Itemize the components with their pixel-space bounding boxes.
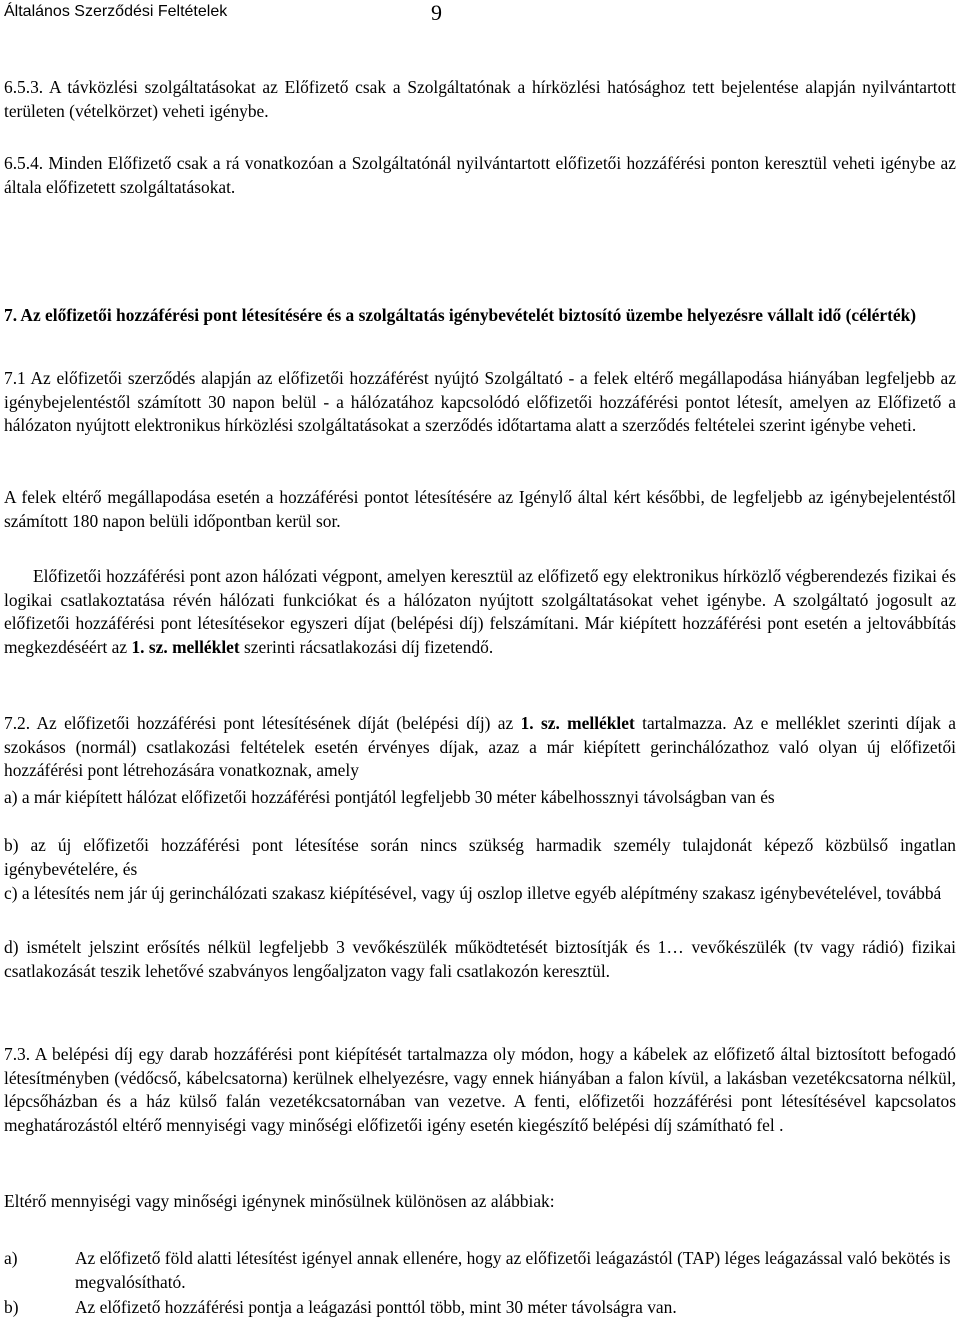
list-item-a: a) a már kiépített hálózat előfizetői hozzáférési pontjától legfeljebb 30 méter kábelhossznyi távolságban van és — [4, 787, 775, 807]
paragraph-7-3-list-intro: Eltérő mennyiségi vagy minőségi igénynek minősülnek különösen az alábbiak: — [4, 1191, 555, 1211]
list-label: a) — [4, 1248, 18, 1268]
list-item-b: b) az új előfizetői hozzáférési pont létesítése során nincs szükség harmadik személy tulajdonát képező közbülső ingatlan igénybevételére, és — [4, 835, 956, 879]
annex-ref-number: 1. sz. — [520, 713, 560, 733]
paragraph-7-3: 7.3. A belépési díj egy darab hozzáférési pont kiépítését tartalmazza oly módon, hogy a kábelek az előfizető által biztosított befogadó létesítményben (védőcső, kábelcsatorna) kerülnek elhelyezésre, vagy ennek hiányában a falon kívül, a lakásban vezetékcsatorna nélkül, lépcsőházban és a ház külső falán vezetékcsatornában van vezetve. A fenti, előfizetői hozzáférési pont létesítésével kapcsolatos meghatározástól eltérő mennyiségi vagy minőségi előfizetői igény esetén kiegészítő belépési díj számítható fel . — [4, 1044, 956, 1135]
paragraph-7-1-continued: A felek eltérő megállapodása esetén a hozzáférési pontot létesítésére az Igénylő által kért későbbi, de legfeljebb az igénybejelentéstől számított 180 napon belüli időpontban kerül sor. — [4, 487, 956, 531]
paragraph-6-5-3: 6.5.3. A távközlési szolgáltatásokat az Előfizető csak a Szolgáltatónak a hírközlési hatósághoz tett bejelentése alapján nyilvántartott területen (vételkörzet) veheti igénybe. — [4, 77, 956, 121]
annex-ref-number: 1. sz. — [131, 636, 168, 657]
list-item-d: d) ismételt jelszint erősítés nélkül legfeljebb 3 vevőkészülék működtetését biztosítják és 1… vevőkészülék (tv vagy rádió) fizikai csatlakozását teszik lehetővé szabványos lengőaljzaton vagy fali csatlakozón keresztül. — [4, 937, 956, 981]
p72-tail: tartalmazza. Az e melléklet szerinti díjak a szokásos (normál) csatlakozási feltételek esetén érvényes díjak, azaz a már kiépített gerinchálózathoz való olyan új előfizetői hozzáférési pont létrehozására vonatkoznak, amely — [4, 713, 956, 781]
paragraph-6-5-4: 6.5.4. Minden Előfizető csak a rá vonatkozóan a Szolgáltatónál nyilvántartott előfizetői hozzáférési ponton keresztül veheti igénybe az általa előfizetett szolgáltatásokat. — [4, 153, 956, 197]
list-text: Az előfizető föld alatti létesítést igényel annak ellenére, hogy az előfizetői leágazástól (TAP) léges leágazással való bekötés is megvalósítható. — [75, 1248, 951, 1292]
paragraph-7-1: 7.1 Az előfizetői szerződés alapján az előfizetői hozzáférést nyújtó Szolgáltató - a felek eltérő megállapodása hiányában legfeljebb az igénybejelentéstől számított 30 napon belül - a hálózatához kapcsolódó előfizetői hozzáférési pontot létesít, amelyen az Előfizető a hálózaton nyújtott elektronikus hírközlési szolgáltatásokat a szerződés időtartama alatt a szerződés feltételei szerint igénybe veheti. — [4, 368, 956, 436]
page-number: 9 — [431, 0, 442, 25]
p72-text: 7.2. Az előfizetői hozzáférési pont létesítésének díját (belépési díj) az — [4, 713, 514, 733]
header-title: Általános Szerződési Feltételek — [4, 3, 228, 20]
definition-tail: szerinti rácsatlakozási díj fizetendő. — [244, 636, 494, 657]
list-text: Az előfizető hozzáférési pontja a leágazási ponttól több, mint 30 méter távolságra van. — [75, 1297, 677, 1317]
paragraph-definition — [4, 565, 956, 659]
list-label: b) — [4, 1297, 19, 1317]
list-item-c: c) a létesítés nem jár új gerinchálózati szakasz kiépítésével, vagy új oszlop illetve egyéb alépítmény szakasz igénybevételével, továbbá — [4, 883, 942, 903]
annex-ref-word: melléklet — [567, 713, 635, 733]
annex-ref-word: melléklet — [172, 636, 240, 657]
paragraph-7-2 — [4, 712, 956, 783]
definition-text: Előfizetői hozzáférési pont azon hálózati végpont, amelyen keresztül az előfizető egy elektronikus hírközlő végberendezés fizikai és logikai csatlakoztatása révén hálózati funkciókat és a hálózaton nyújtott szolgáltatásokat vehet igénybe. A szolgáltató jogosult az előfizetői hozzáférési pont létesítésekor egyszeri díjat (belépési díj) felszámítani. Már kiépített hozzáférési pont esetén a jeltovábbítás megkezdéséért az — [4, 566, 956, 657]
section-7-heading: 7. Az előfizetői hozzáférési pont létesítésére és a szolgáltatás igénybevételét biztosító üzembe helyezésre vállalt idő (célérték) — [4, 305, 917, 325]
